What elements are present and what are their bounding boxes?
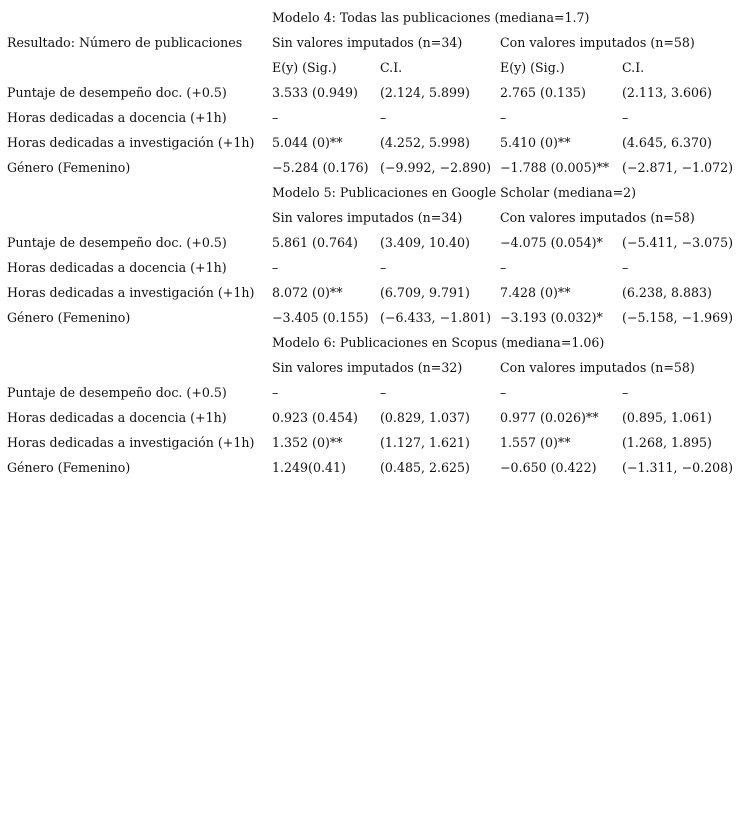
model-title: Modelo 6: Publicaciones en Scopus (mediana=1.06)	[272, 335, 605, 350]
row-label: Género (Femenino)	[7, 310, 131, 325]
cell-ci: –	[622, 110, 629, 125]
column-header-row	[7, 55, 741, 80]
cell-ey: –	[272, 260, 279, 275]
cell-ci: (−2.871, −1.072)	[622, 160, 734, 175]
cell-ci: –	[622, 260, 629, 275]
row-label: Horas dedicadas a docencia (+1h)	[7, 410, 227, 425]
group-without-imputed: Sin valores imputados (n=34)	[272, 35, 463, 50]
row-label: Horas dedicadas a docencia (+1h)	[7, 110, 227, 125]
cell-ci: (−5.158, −1.969)	[622, 310, 734, 325]
cell-ey: −5.284 (0.176)	[272, 160, 369, 175]
row-label: Horas dedicadas a investigación (+1h)	[7, 435, 255, 450]
row-label: Horas dedicadas a investigación (+1h)	[7, 135, 255, 150]
cell-ci: (−6.433, −1.801)	[380, 310, 492, 325]
group-header-row	[7, 355, 741, 380]
model-title-row	[7, 330, 741, 355]
model-title: Modelo 5: Publicaciones en Google Scholar (mediana=2)	[272, 185, 637, 200]
model-title-row	[7, 5, 741, 30]
cell-ey: 5.410 (0)**	[500, 135, 571, 150]
cell-ci: –	[380, 260, 387, 275]
row-label: Puntaje de desempeño doc. (+0.5)	[7, 85, 227, 100]
table-row	[7, 105, 741, 130]
group-header-row	[7, 30, 741, 55]
table-row	[7, 130, 741, 155]
cell-ey: 1.557 (0)**	[500, 435, 571, 450]
cell-ci: (0.829, 1.037)	[380, 410, 470, 425]
cell-ci: (1.268, 1.895)	[622, 435, 712, 450]
regression-table	[7, 5, 741, 480]
table-row	[7, 380, 741, 405]
table-row	[7, 80, 741, 105]
table-row	[7, 430, 741, 455]
cell-ey: 0.923 (0.454)	[272, 410, 358, 425]
cell-ey: –	[272, 110, 279, 125]
row-label: Puntaje de desempeño doc. (+0.5)	[7, 385, 227, 400]
cell-ey: 7.428 (0)**	[500, 285, 571, 300]
group-with-imputed: Con valores imputados (n=58)	[500, 35, 695, 50]
table-row	[7, 455, 741, 480]
table-row	[7, 280, 741, 305]
table-row	[7, 230, 741, 255]
cell-ey: 2.765 (0.135)	[500, 85, 586, 100]
table-row	[7, 155, 741, 180]
outcome-label: Resultado: Número de publicaciones	[7, 35, 243, 50]
model-title-row	[7, 180, 741, 205]
row-label: Puntaje de desempeño doc. (+0.5)	[7, 235, 227, 250]
cell-ci: (6.709, 9.791)	[380, 285, 470, 300]
group-with-imputed: Con valores imputados (n=58)	[500, 210, 695, 225]
row-label: Género (Femenino)	[7, 160, 131, 175]
cell-ey: −4.075 (0.054)*	[500, 235, 603, 250]
cell-ey: 5.044 (0)**	[272, 135, 343, 150]
group-without-imputed: Sin valores imputados (n=34)	[272, 210, 463, 225]
cell-ci: (6.238, 8.883)	[622, 285, 712, 300]
cell-ci: (0.485, 2.625)	[380, 460, 470, 475]
group-with-imputed: Con valores imputados (n=58)	[500, 360, 695, 375]
cell-ci: (4.252, 5.998)	[380, 135, 470, 150]
cell-ey: 3.533 (0.949)	[272, 85, 358, 100]
cell-ey: −3.193 (0.032)*	[500, 310, 603, 325]
cell-ey: 0.977 (0.026)**	[500, 410, 599, 425]
cell-ey: −1.788 (0.005)**	[500, 160, 610, 175]
cell-ey: 1.352 (0)**	[272, 435, 343, 450]
table-row	[7, 305, 741, 330]
table-row	[7, 405, 741, 430]
cell-ci: –	[622, 385, 629, 400]
cell-ey: 5.861 (0.764)	[272, 235, 358, 250]
column-header-ey: E(y) (Sig.)	[272, 60, 337, 75]
row-label: Horas dedicadas a docencia (+1h)	[7, 260, 227, 275]
group-without-imputed: Sin valores imputados (n=32)	[272, 360, 463, 375]
cell-ci: (−9.992, −2.890)	[380, 160, 492, 175]
cell-ci: (0.895, 1.061)	[622, 410, 712, 425]
cell-ci: (3.409, 10.40)	[380, 235, 470, 250]
column-header-ci: C.I.	[622, 60, 645, 75]
cell-ey: −0.650 (0.422)	[500, 460, 597, 475]
cell-ey: –	[500, 260, 507, 275]
column-header-ci: C.I.	[380, 60, 403, 75]
cell-ci: (2.113, 3.606)	[622, 85, 712, 100]
cell-ey: 1.249(0.41)	[272, 460, 346, 475]
model-title: Modelo 4: Todas las publicaciones (mediana=1.7)	[272, 10, 590, 25]
cell-ci: (−1.311, −0.208)	[622, 460, 734, 475]
cell-ey: –	[500, 385, 507, 400]
cell-ci: –	[380, 385, 387, 400]
table-row	[7, 255, 741, 280]
cell-ci: (−5.411, −3.075)	[622, 235, 734, 250]
cell-ci: (4.645, 6.370)	[622, 135, 712, 150]
group-header-row	[7, 205, 741, 230]
cell-ey: –	[500, 110, 507, 125]
cell-ci: (1.127, 1.621)	[380, 435, 470, 450]
cell-ey: 8.072 (0)**	[272, 285, 343, 300]
cell-ey: –	[272, 385, 279, 400]
regression-results-document	[7, 5, 741, 480]
cell-ci: –	[380, 110, 387, 125]
cell-ey: −3.405 (0.155)	[272, 310, 369, 325]
row-label: Horas dedicadas a investigación (+1h)	[7, 285, 255, 300]
cell-ci: (2.124, 5.899)	[380, 85, 470, 100]
column-header-ey: E(y) (Sig.)	[500, 60, 565, 75]
row-label: Género (Femenino)	[7, 460, 131, 475]
